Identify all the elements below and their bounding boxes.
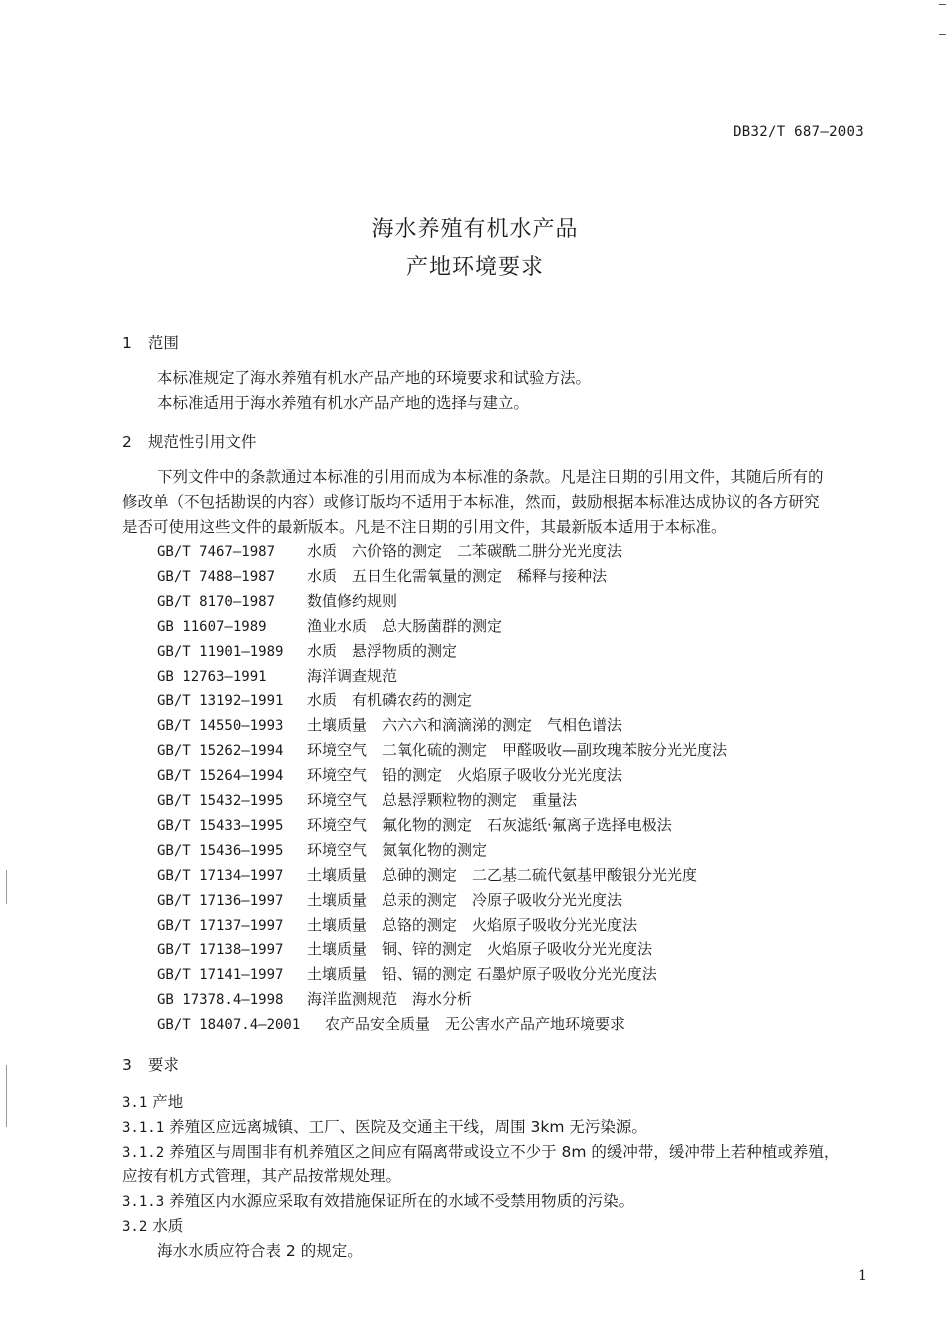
reference-item: [157, 814, 672, 835]
section-number: 2: [122, 433, 132, 451]
reference-item: [157, 540, 622, 561]
reference-title: 环境空气 氟化物的测定 石灰滤纸·氟离子选择电极法: [307, 815, 672, 834]
document-title-line1: 海水养殖有机水产品: [371, 217, 579, 242]
section-1-heading: [122, 331, 179, 353]
reference-code: GB/T 15264—1994: [157, 768, 284, 785]
reference-code: GB/T 17141—1997: [157, 967, 284, 984]
reference-title: 农产品安全质量 无公害水产品产地环境要求: [325, 1015, 626, 1034]
clause-number: 3.1.2: [122, 1145, 165, 1161]
reference-item: [157, 1013, 625, 1034]
reference-code: GB/T 13192—1991: [157, 693, 284, 710]
reference-item: [157, 938, 652, 959]
clause-3-1-3: [122, 1189, 634, 1211]
reference-code: GB/T 11901—1989: [157, 643, 284, 660]
reference-code: GB/T 15432—1995: [157, 793, 284, 809]
reference-title: 环境空气 铅的测定 火焰原子吸收分光光度法: [307, 766, 623, 785]
reference-title: 水质 五日生化需氧量的测定 稀释与接种法: [307, 566, 608, 585]
reference-item: [157, 963, 657, 984]
reference-item: [157, 640, 457, 661]
reference-code: GB/T 17138—1997: [157, 942, 284, 959]
document-title-line2: 产地环境要求: [405, 255, 544, 280]
reference-code: GB/T 7488—1987: [157, 568, 276, 585]
intro-line: 下列文件中的条款通过本标准的引用而成为本标准的条款。凡是注日期的引用文件，其随后所有的: [157, 468, 824, 486]
clause-title: 水质: [152, 1217, 184, 1235]
reference-item: [157, 714, 622, 735]
reference-item: [157, 665, 397, 686]
clause-number: 3.1.1: [122, 1120, 165, 1136]
section-3-heading: [122, 1053, 179, 1075]
clause-text: 养殖区与周围非有机养殖区之间应有隔离带或设立不少于 8m 的缓冲带，缓冲带上若种植或养殖，: [169, 1143, 840, 1161]
clause-3-1-2: [122, 1140, 839, 1162]
reference-item: [157, 764, 622, 785]
reference-title: 水质 有机磷农药的测定: [307, 691, 473, 710]
reference-code: GB 11607—1989: [157, 618, 267, 635]
standard-code: DB32/T 687—2003: [733, 124, 864, 140]
section-2-heading: [122, 430, 256, 452]
scan-margin-line: [6, 1065, 7, 1127]
reference-item: [157, 615, 502, 636]
reference-item: [157, 689, 472, 710]
reference-item: [157, 988, 472, 1009]
reference-code: GB/T 18407.4—2001: [157, 1017, 301, 1034]
reference-title: 环境空气 二氧化硫的测定 甲醛吸收—副玫瑰苯胺分光光度法: [307, 741, 728, 760]
section-title: 要求: [147, 1056, 179, 1074]
subsection-3-1-heading: [122, 1090, 183, 1112]
reference-item: [157, 864, 697, 885]
section-number: 1: [122, 334, 132, 352]
reference-item: [157, 889, 622, 910]
clause-text: 养殖区内水源应采取有效措施保证所在的水域不受禁用物质的污染。: [169, 1192, 635, 1210]
reference-item: [157, 914, 637, 935]
reference-code: GB/T 7467—1987: [157, 544, 276, 560]
section-number: 3: [122, 1056, 132, 1074]
reference-title: 海洋监测规范 海水分析: [307, 990, 473, 1009]
reference-code: GB/T 14550—1993: [157, 718, 284, 735]
reference-title: 环境空气 总悬浮颗粒物的测定 重量法: [307, 791, 578, 809]
page-number: 1: [858, 1268, 867, 1284]
reference-title: 土壤质量 总砷的测定 二乙基二硫代氨基甲酸银分光光度: [307, 865, 698, 884]
crop-mark: [939, 4, 946, 5]
clause-number: 3.1: [122, 1095, 148, 1111]
reference-title: 土壤质量 铜、锌的测定 火焰原子吸收分光光度法: [307, 940, 653, 959]
reference-title: 土壤质量 六六六和滴滴涕的测定 气相色谱法: [307, 716, 623, 735]
clause-title: 产地: [152, 1093, 184, 1111]
clause-text-continued: 应按有机方式管理，其产品按常规处理。: [122, 1167, 402, 1185]
reference-title: 土壤质量 铅、镉的测定 石墨炉原子吸收分光光度法: [307, 965, 657, 984]
clause-3-1-1: [122, 1115, 647, 1137]
reference-item: [157, 839, 487, 860]
intro-line: 修改单（不包括勘误的内容）或修订版均不适用于本标准，然而，鼓励根据本标准达成协议的各方研究: [122, 493, 820, 511]
reference-title: 土壤质量 总铬的测定 火焰原子吸收分光光度法: [307, 915, 638, 934]
reference-code: GB/T 15433—1995: [157, 817, 284, 834]
section-title: 范围: [147, 334, 179, 352]
reference-title: 水质 悬浮物质的测定: [307, 641, 458, 660]
clause-text: 养殖区应远离城镇、工厂、医院及交通主干线，周围 3km 无污染源。: [169, 1118, 647, 1136]
intro-line: 是否可使用这些文件的最新版本。凡是不注日期的引用文件，其最新版本适用于本标准。: [122, 518, 727, 536]
reference-code: GB/T 8170—1987: [157, 593, 276, 610]
paragraph: 本标准适用于海水养殖有机水产品产地的选择与建立。: [157, 394, 530, 412]
reference-title: 水质 六价铬的测定 二苯碳酰二肼分光光度法: [307, 542, 623, 560]
reference-title: 海洋调查规范: [307, 666, 398, 685]
reference-item: [157, 590, 397, 611]
crop-mark: [939, 34, 946, 35]
reference-code: GB/T 17137—1997: [157, 917, 284, 934]
reference-code: GB/T 15262—1994: [157, 743, 284, 760]
reference-item: [157, 789, 577, 810]
reference-title: 渔业水质 总大肠菌群的测定: [307, 616, 503, 635]
scan-margin-line: [6, 870, 7, 904]
reference-item: [157, 565, 607, 586]
reference-title: 数值修约规则: [307, 591, 398, 610]
reference-item: [157, 739, 727, 760]
reference-title: 环境空气 氮氧化物的测定: [307, 840, 488, 859]
subsection-3-2-heading: [122, 1214, 183, 1236]
paragraph: 海水水质应符合表 2 的规定。: [157, 1242, 363, 1260]
section-title: 规范性引用文件: [147, 433, 257, 451]
reference-title: 土壤质量 总汞的测定 冷原子吸收分光光度法: [307, 890, 623, 909]
reference-code: GB/T 17136—1997: [157, 892, 284, 909]
reference-code: GB 17378.4—1998: [157, 992, 284, 1009]
reference-code: GB/T 17134—1997: [157, 867, 284, 884]
reference-code: GB/T 15436—1995: [157, 842, 284, 859]
reference-code: GB 12763—1991: [157, 668, 267, 685]
clause-number: 3.2: [122, 1219, 148, 1235]
clause-number: 3.1.3: [122, 1194, 165, 1210]
paragraph: 本标准规定了海水养殖有机水产品产地的环境要求和试验方法。: [157, 369, 592, 387]
